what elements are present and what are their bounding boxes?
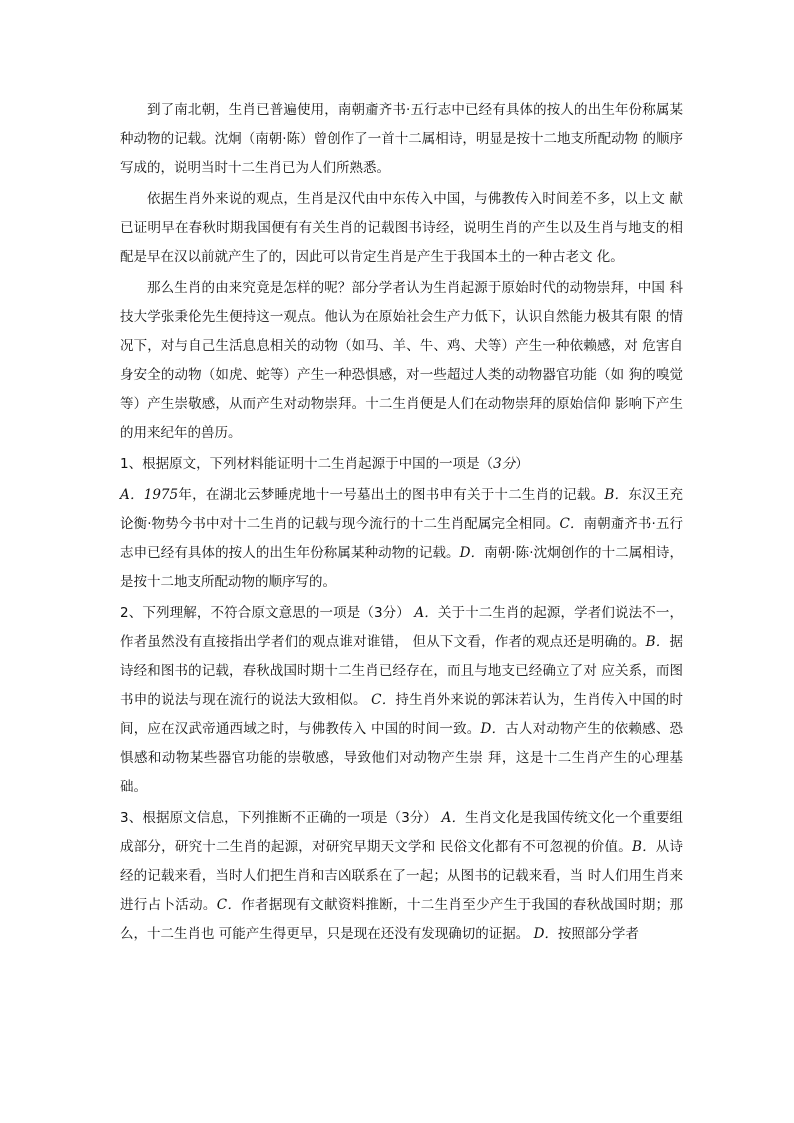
option-label-c: C． <box>371 692 396 708</box>
option-a-year: 1975 <box>143 487 179 503</box>
question-3 <box>120 804 683 949</box>
question-1-close: ） <box>515 456 529 472</box>
option-c-text: 南朝齑齐书·五行志申已经有具体的按人的出生年份称属某种动物的记载。 <box>120 516 683 561</box>
option-label-c: C． <box>216 897 242 913</box>
option-d-text: 按照部分学者 <box>557 926 639 942</box>
question-2 <box>120 599 683 802</box>
option-label-d: D． <box>533 926 558 942</box>
option-b-text: 据诗经和图书的记载，春秋战国时期十二生肖已经存在，而且与地支已经确立了对 应关系，而图书申的说法与现在流行的说法大致相似。 <box>120 634 684 708</box>
option-b-text: 东汉王充论衡·物势今书中对十二生肖的记载与现今流行的十二生肖配属完全相同。 <box>120 487 684 532</box>
question-3-stem: 3、根据原文信息，下列推断不正确的一项是（3分） <box>120 810 438 826</box>
option-a-text: 年，在湖北云梦睡虎地十一号墓出土的图书申有关于十二生肖的记载。 <box>178 487 605 503</box>
option-label-b: B． <box>631 839 656 855</box>
option-label-a: A． <box>441 810 466 826</box>
option-label-a: A． <box>414 605 438 621</box>
question-1-stem: 1、根据原文，下列材料能证明十二生肖起源于中国的一项是（ <box>120 456 494 472</box>
option-c-text: 作者据现有文献资料推断，十二生肖至少产生于我国的春秋战国时期；那么，十二生肖也 可能产生得更早，只是现在还没有发现确切的证据。 <box>120 897 683 942</box>
question-1 <box>120 450 683 479</box>
option-label-c: C． <box>559 516 584 532</box>
passage-paragraph-1: 到了南北朝，生肖已普遍使用，南朝齑齐书·五行志中已经有具体的按人的出生年份称属某种动物的记载。沈炯（南朝·陈）曾创作了一首十二属相诗，明显是按十二地支所配动物 的顺序写成的，说明当时十二生肖已为人们所熟悉。 <box>120 102 683 176</box>
option-b-text: 从诗经的记载来看，当时人们把生肖和吉凶联系在了一起；从图书的记载来看，当 时人们用生肖来进行占卜活动。 <box>120 839 684 913</box>
option-d-text: 古人对动物产生的依赖感、恐惧感和动物某些器官功能的崇敬感，导致他们对动物产生崇 拜，这是十二生肖产生的心理基础。 <box>120 721 684 795</box>
document-page <box>120 96 683 951</box>
option-label-d: D． <box>480 721 506 737</box>
option-a-text: 关于十二生肖的起源，学者们说法不一，作者虽然没有直接指出学者们的观点谁对谁错， 但从下文看，作者的观点还是明确的。 <box>120 605 683 650</box>
option-label-b: B． <box>604 487 629 503</box>
option-label-a: A． <box>120 487 144 503</box>
question-2-stem: 2、下列理解，不符合原文意思的一项是（3分） <box>120 605 410 621</box>
option-d-text: 南朝·陈·沈炯创作的十二属相诗，是按十二地支所配动物的顺序写的。 <box>120 545 684 590</box>
passage-paragraph-2: 依据生肖外来说的观点，生肖是汉代由中东传入中国，与佛教传入时间差不多，以上文 献已证明早在春秋时期我国便有有关生肖的记载图书诗经，说明生肖的产生以及生肖与地支的相配是早在汉以前就产生了的，因此可以肯定生肖是产生于我国本土的一种古老文 化。 <box>120 191 683 265</box>
option-a-text: 生肖文化是我国传统文化一个重要组成部分，研究十二生肖的起源，对研究早期天文学和 民俗文化都有不可忽视的价值。 <box>120 810 683 855</box>
option-c-text: 持生肖外来说的郭沫若认为，生肖传入中国的时间，应在汉武帝通西域之时，与佛教传入 中国的时间一致。 <box>120 692 683 737</box>
option-label-b: B． <box>645 634 670 650</box>
question-1-score: 3分 <box>493 456 516 472</box>
question-1-options <box>120 481 683 597</box>
option-label-d: D． <box>459 545 485 561</box>
passage-paragraph-3: 那么生肖的由来究竟是怎样的呢？部分学者认为生肖起源于原始时代的动物崇拜，中国 科技大学张秉伦先生便持这一观点。他认为在原始社会生产力低下，认识自然能力极其有限 的情况下，对与自己生活息息相关的动物（如马、羊、牛、鸡、犬等）产生一种依赖感，对 危害自身安全的动物（如虎、蛇等）产生一种恐惧感，对一些超过人类的动物器官功能（如 狗的嗅觉等）产生崇敬感，从而产生对动物崇拜。十二生肖便是人们在动物崇拜的原始信仰 影响下产生的用来纪年的兽历。 <box>120 280 683 441</box>
